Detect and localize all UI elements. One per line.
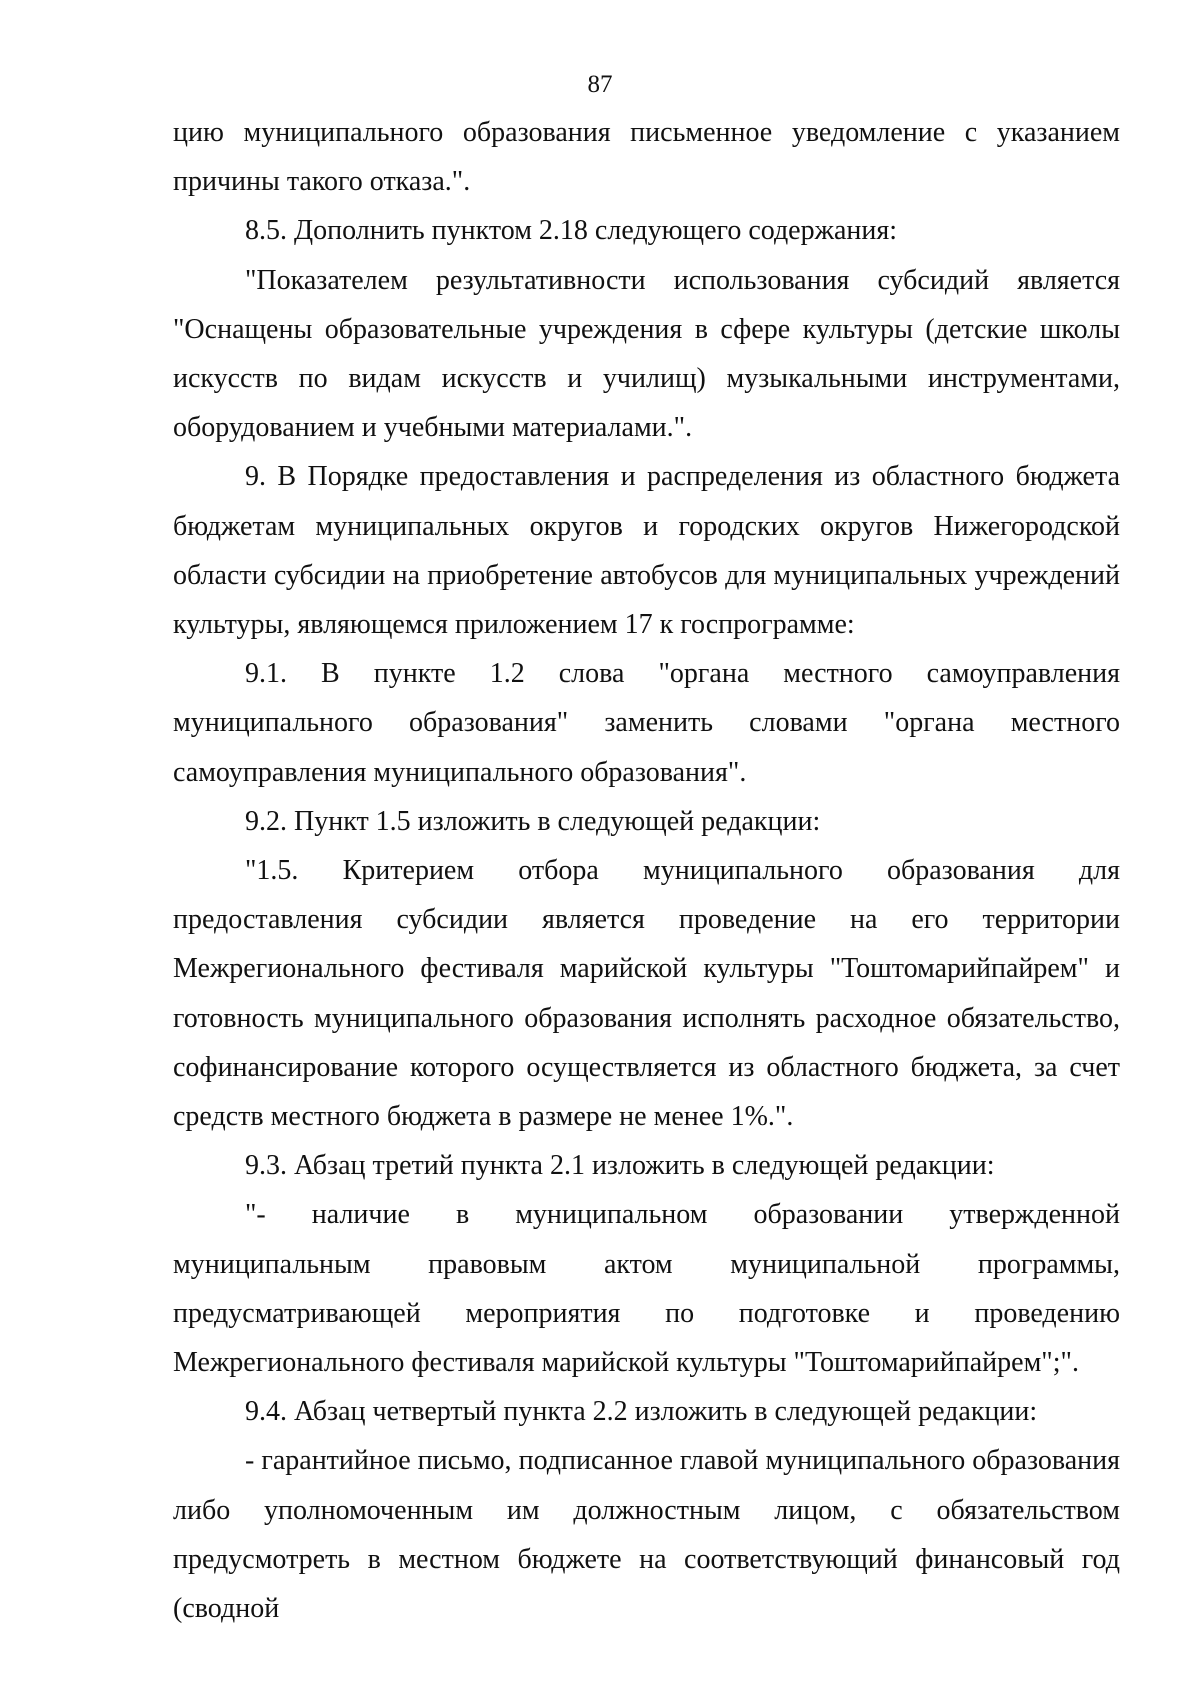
paragraph: 9.3. Абзац третий пункта 2.1 изложить в следующей редакции: [245,1150,995,1182]
document-body [173,108,1120,1633]
paragraph: 9.2. Пункт 1.5 изложить в следующей редакции: [245,805,821,837]
paragraph: цию муниципального образования письменное уведомление с указанием причины такого отказа.". [173,117,1120,198]
paragraph: "Показателем результативности использования субсидий является "Оснащены образовательные учреждения в сфере культуры (детские школы искусств по видам искусств и училищ) музыкальными инструментами, оборудованием и учебными материалами.". [173,264,1120,444]
page-number: 87 [587,71,613,98]
paragraph: - гарантийное письмо, подписанное главой муниципального образования либо уполномоченным им должностным лицом, с обязательством предусмотреть в местном бюджете на соответствующий финансовый год (сводной [173,1445,1120,1625]
paragraph: 9.4. Абзац четвертый пункта 2.2 изложить в следующей редакции: [245,1396,1038,1428]
paragraph: "1.5. Критерием отбора муниципального образования для предоставления субсидии является проведение на его территории Межрегионального фестиваля марийской культуры "Тоштомарийпайрем" и готовность муниципального образования исполнять расходное обязательство, софинансирование которого осуществляется из областного бюджета, за счет средств местного бюджета в размере не менее 1%.". [173,855,1120,1133]
paragraph: 8.5. Дополнить пунктом 2.18 следующего содержания: [245,215,898,247]
paragraph: 9. В Порядке предоставления и распределения из областного бюджета бюджетам муниципальных округов и городских округов Нижегородской области субсидии на приобретение автобусов для муниципальных учреждений культуры, являющемся приложением 17 к госпрограмме: [173,461,1120,641]
paragraph: "- наличие в муниципальном образовании утвержденной муниципальным правовым актом муниципальной программы, предусматривающей мероприятия по подготовке и проведению Межрегионального фестиваля марийской культуры "Тоштомарийпайрем";". [173,1199,1120,1379]
paragraph: 9.1. В пункте 1.2 слова "органа местного самоуправления муниципального образования" заменить словами "органа местного самоуправления муниципального образования". [173,658,1120,788]
